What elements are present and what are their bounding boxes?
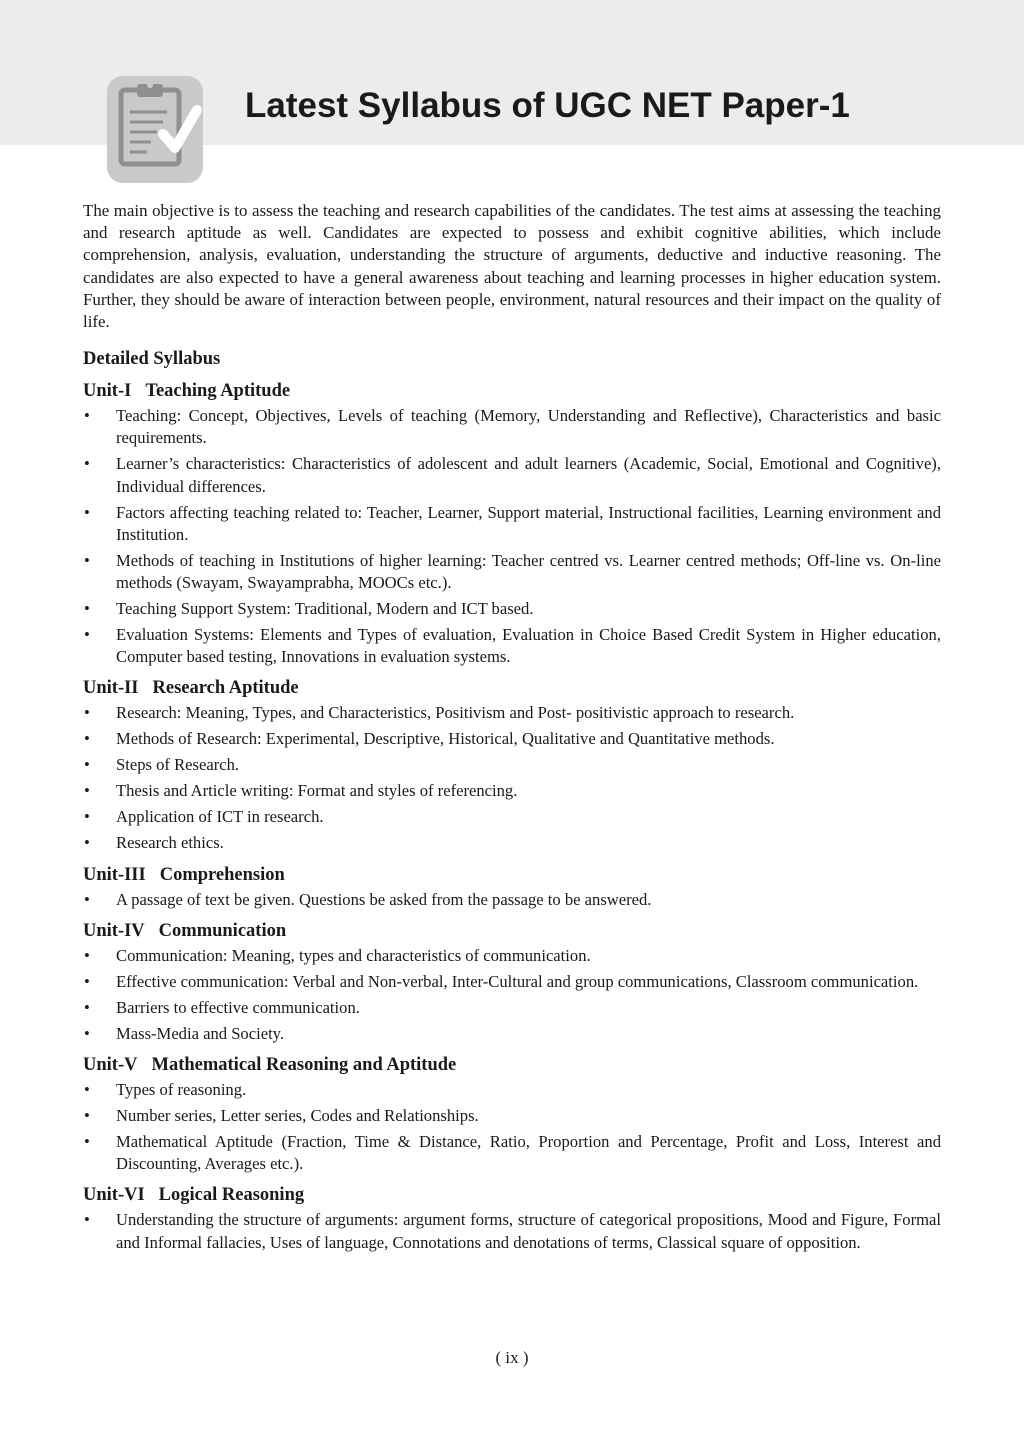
bullet-icon: •	[84, 1106, 90, 1126]
list-item-text: Teaching: Concept, Objectives, Levels of teaching (Memory, Understanding and Reflective), Characteristics and basic requirements.	[116, 406, 941, 448]
unit-section	[83, 1183, 941, 1253]
bullet-icon: •	[84, 781, 90, 801]
list-item-text: Teaching Support System: Traditional, Modern and ICT based.	[116, 599, 534, 619]
list-item-text: Research: Meaning, Types, and Characteristics, Positivism and Post- positivistic approach to research.	[116, 703, 795, 723]
unit-heading	[83, 863, 941, 887]
list-item	[83, 405, 941, 449]
list-item-text: Mathematical Aptitude (Fraction, Time & Distance, Ratio, Proportion and Percentage, Profit and Loss, Interest and Discounting, Averages etc.).	[116, 1132, 941, 1174]
clipboard-check-icon	[107, 76, 203, 183]
list-item	[83, 780, 941, 802]
list-item-text: Research ethics.	[116, 833, 224, 853]
unit-heading	[83, 1053, 941, 1077]
unit-number: Unit-V	[83, 1055, 138, 1076]
list-item	[83, 1105, 941, 1127]
unit-title: Communication	[158, 920, 287, 941]
bullet-icon: •	[84, 625, 90, 645]
list-item	[83, 453, 941, 497]
unit-title: Comprehension	[159, 864, 285, 885]
list-item-text: Mass-Media and Society.	[116, 1023, 285, 1043]
bullet-list	[83, 889, 941, 911]
unit-heading	[83, 1183, 941, 1207]
unit-number: Unit-IV	[83, 920, 145, 941]
list-item-text: Application of ICT in research.	[116, 807, 324, 827]
detailed-syllabus-heading: Detailed Syllabus	[83, 349, 221, 370]
unit-number: Unit-I	[83, 381, 132, 402]
bullet-icon: •	[84, 703, 90, 723]
list-item	[83, 806, 941, 828]
bullet-icon: •	[84, 755, 90, 775]
list-item	[83, 971, 941, 993]
list-item	[83, 1131, 941, 1175]
list-item-text: Effective communication: Verbal and Non-verbal, Inter-Cultural and group communications, Classroom communication.	[116, 971, 919, 991]
bullet-list	[83, 1079, 941, 1175]
list-item-text: Types of reasoning.	[116, 1080, 247, 1100]
unit-section	[83, 919, 941, 1045]
list-item	[83, 945, 941, 967]
list-item	[83, 598, 941, 620]
bullet-icon: •	[84, 1132, 90, 1152]
unit-section	[83, 676, 941, 854]
list-item	[83, 624, 941, 668]
bullet-icon: •	[84, 889, 90, 909]
list-item-text: A passage of text be given. Questions be asked from the passage to be answered.	[116, 889, 652, 909]
list-item	[83, 550, 941, 594]
bullet-icon: •	[84, 502, 90, 522]
unit-section	[83, 1053, 941, 1175]
bullet-icon: •	[84, 1210, 90, 1230]
units-container	[83, 379, 941, 1254]
bullet-list	[83, 945, 941, 1045]
bullet-list	[83, 405, 941, 668]
list-item	[83, 997, 941, 1019]
bullet-icon: •	[84, 997, 90, 1017]
bullet-icon: •	[84, 807, 90, 827]
list-item-text: Barriers to effective communication.	[116, 997, 360, 1017]
unit-section	[83, 863, 941, 911]
list-item-text: Learner’s characteristics: Characteristics of adolescent and adult learners (Academic, Social, Emotional and Cognitive), Individual differences.	[116, 454, 941, 496]
list-item-text: Methods of teaching in Institutions of higher learning: Teacher centred vs. Learner centred methods; Off-line vs. On-line methods (Swayam, Swayamprabha, MOOCs etc.).	[116, 550, 941, 593]
bullet-icon: •	[84, 945, 90, 965]
bullet-list	[83, 702, 941, 854]
unit-number: Unit-II	[83, 678, 139, 699]
unit-heading	[83, 676, 941, 700]
list-item-text: Methods of Research: Experimental, Descriptive, Historical, Qualitative and Quantitative methods.	[116, 729, 775, 749]
list-item-text: Communication: Meaning, types and characteristics of communication.	[116, 945, 591, 965]
unit-section	[83, 379, 941, 668]
list-item	[83, 728, 941, 750]
list-item-text: Factors affecting teaching related to: Teacher, Learner, Support material, Instructional facilities, Learning environment and Institution.	[116, 502, 941, 544]
bullet-icon: •	[84, 599, 90, 619]
list-item-text: Number series, Letter series, Codes and Relationships.	[116, 1106, 479, 1126]
bullet-icon: •	[84, 406, 90, 426]
unit-title: Research Aptitude	[152, 678, 299, 699]
list-item-text: Steps of Research.	[116, 755, 240, 775]
list-item	[83, 832, 941, 854]
bullet-icon: •	[84, 833, 90, 853]
bullet-icon: •	[84, 1023, 90, 1043]
page-title: Latest Syllabus of UGC NET Paper-1	[245, 86, 850, 125]
bullet-icon: •	[84, 1080, 90, 1100]
list-item-text: Thesis and Article writing: Format and styles of referencing.	[116, 781, 518, 801]
list-item-text: Understanding the structure of arguments: argument forms, structure of categorical propositions, Mood and Figure, Formal and Informal fallacies, Uses of language, Connotations and denotations of terms, Classical square of opposition.	[116, 1210, 941, 1252]
list-item	[83, 754, 941, 776]
unit-title: Teaching Aptitude	[145, 381, 291, 402]
list-item	[83, 1023, 941, 1045]
unit-number: Unit-VI	[83, 1185, 145, 1206]
list-item	[83, 1209, 941, 1253]
list-item	[83, 1079, 941, 1101]
bullet-icon: •	[84, 971, 90, 991]
page-number: ( ix )	[495, 1348, 529, 1367]
unit-title: Logical Reasoning	[158, 1185, 305, 1206]
unit-heading	[83, 919, 941, 943]
bullet-icon: •	[84, 454, 90, 474]
unit-title: Mathematical Reasoning and Aptitude	[151, 1055, 457, 1076]
list-item	[83, 889, 941, 911]
bullet-icon: •	[84, 550, 90, 570]
syllabus-content	[83, 200, 941, 1258]
unit-number: Unit-III	[83, 864, 146, 885]
list-item	[83, 702, 941, 724]
list-item	[83, 502, 941, 546]
list-item-text: Evaluation Systems: Elements and Types of evaluation, Evaluation in Choice Based Credit System in Higher education, Computer based testing, Innovations in evaluation systems.	[116, 625, 941, 667]
bullet-icon: •	[84, 729, 90, 749]
bullet-list	[83, 1209, 941, 1253]
intro-paragraph: The main objective is to assess the teaching and research capabilities of the candidates. The test aims at assessing the teaching and research aptitude as well. Candidates are expected to possess and exhibit cognitive abilities, which include comprehension, analysis, evaluation, understanding the structure of arguments, deductive and inductive reasoning. The candidates are also expected to have a general awareness about teaching and learning processes in higher education system. Further, they should be aware of interaction between people, environment, natural resources and their impact on the quality of life.	[83, 201, 941, 332]
unit-heading	[83, 379, 941, 403]
